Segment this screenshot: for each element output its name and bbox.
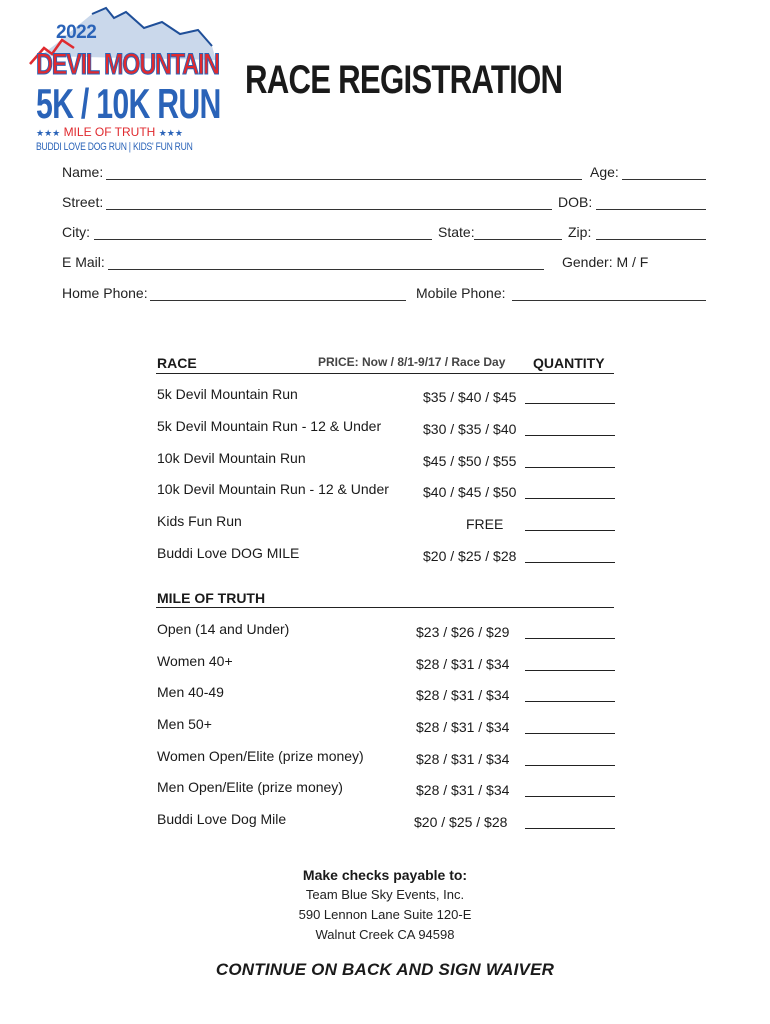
dob-label: DOB: bbox=[558, 194, 593, 210]
mile-row bbox=[157, 811, 615, 833]
race-name: Buddi Love DOG MILE bbox=[157, 545, 300, 561]
race-row bbox=[157, 450, 615, 472]
email-label: E Mail: bbox=[62, 254, 105, 270]
quantity-field[interactable] bbox=[525, 435, 615, 436]
race-price: $40 / $45 / $50 bbox=[423, 484, 517, 500]
race-price: FREE bbox=[466, 516, 504, 532]
mile-price: $28 / $31 / $34 bbox=[416, 782, 510, 798]
race-row bbox=[157, 418, 615, 440]
quantity-field[interactable] bbox=[525, 733, 615, 734]
home-phone-field[interactable] bbox=[150, 300, 406, 301]
quantity-field[interactable] bbox=[525, 796, 615, 797]
quantity-field[interactable] bbox=[525, 670, 615, 671]
dob-field[interactable] bbox=[596, 209, 706, 210]
race-name: 5k Devil Mountain Run bbox=[157, 386, 298, 402]
checks-address-line1: 590 Lennon Lane Suite 120-E bbox=[298, 907, 472, 922]
zip-label: Zip: bbox=[568, 224, 592, 240]
email-gender-row bbox=[62, 254, 706, 272]
race-name: 10k Devil Mountain Run - 12 & Under bbox=[157, 481, 389, 497]
race-row bbox=[157, 545, 615, 567]
quantity-header: QUANTITY bbox=[533, 355, 605, 371]
quantity-field[interactable] bbox=[525, 403, 615, 404]
price-header: PRICE: Now / 8/1-9/17 / Race Day bbox=[318, 355, 506, 369]
mile-row bbox=[157, 621, 615, 643]
race-name: 5k Devil Mountain Run - 12 & Under bbox=[157, 418, 382, 434]
race-row bbox=[157, 386, 615, 408]
street-dob-row bbox=[62, 194, 706, 212]
quantity-field[interactable] bbox=[525, 530, 615, 531]
quantity-field[interactable] bbox=[525, 701, 615, 702]
quantity-field[interactable] bbox=[525, 467, 615, 468]
name-field[interactable] bbox=[106, 179, 582, 180]
quantity-field[interactable] bbox=[525, 828, 615, 829]
mile-category: Buddi Love Dog Mile bbox=[157, 811, 287, 827]
race-price: $20 / $25 / $28 bbox=[423, 548, 517, 564]
mile-row bbox=[157, 748, 615, 770]
mobile-phone-label: Mobile Phone: bbox=[416, 285, 506, 301]
quantity-field[interactable] bbox=[525, 562, 615, 563]
mobile-phone-field[interactable] bbox=[512, 300, 706, 301]
race-price: $35 / $40 / $45 bbox=[423, 389, 517, 405]
mile-price: $28 / $31 / $34 bbox=[416, 656, 510, 672]
mile-row bbox=[157, 779, 615, 801]
mile-row bbox=[157, 653, 615, 675]
race-price: $30 / $35 / $40 bbox=[423, 421, 517, 437]
race-row bbox=[157, 513, 615, 535]
logo-year: 2022 bbox=[56, 22, 97, 43]
race-header-divider bbox=[156, 373, 614, 374]
mile-row bbox=[157, 684, 615, 706]
logo-mile-of-truth bbox=[36, 125, 183, 139]
phone-row bbox=[62, 285, 706, 303]
mile-price: $20 / $25 / $28 bbox=[414, 814, 508, 830]
checks-payee: Team Blue Sky Events, Inc. bbox=[305, 887, 465, 902]
zip-field[interactable] bbox=[596, 239, 706, 240]
race-header: RACE bbox=[157, 355, 197, 371]
age-label: Age: bbox=[590, 164, 619, 180]
quantity-field[interactable] bbox=[525, 498, 615, 499]
quantity-field[interactable] bbox=[525, 765, 615, 766]
mile-price: $28 / $31 / $34 bbox=[416, 719, 510, 735]
checks-heading: Make checks payable to: bbox=[302, 867, 468, 883]
mile-price: $28 / $31 / $34 bbox=[416, 687, 510, 703]
race-name: Kids Fun Run bbox=[157, 513, 242, 529]
city-label: City: bbox=[62, 224, 90, 240]
mile-price: $28 / $31 / $34 bbox=[416, 751, 510, 767]
street-label: Street: bbox=[62, 194, 104, 210]
page-title: RACE REGISTRATION bbox=[245, 58, 563, 102]
mile-category: Open (14 and Under) bbox=[157, 621, 290, 637]
name-age-row bbox=[62, 164, 706, 182]
email-field[interactable] bbox=[108, 269, 544, 270]
logo-distances: 5K / 10K RUN bbox=[36, 80, 221, 127]
mile-of-truth-header: MILE OF TRUTH bbox=[157, 590, 266, 606]
race-price: $45 / $50 / $55 bbox=[423, 453, 517, 469]
mile-header-divider bbox=[156, 607, 614, 608]
mile-category: Men 40-49 bbox=[157, 684, 224, 700]
city-field[interactable] bbox=[94, 239, 432, 240]
event-logo bbox=[22, 4, 222, 154]
gender-selector[interactable]: Gender: M / F bbox=[562, 254, 649, 270]
mile-row bbox=[157, 716, 615, 738]
race-name: 10k Devil Mountain Run bbox=[157, 450, 306, 466]
age-field[interactable] bbox=[622, 179, 706, 180]
mile-category: Men Open/Elite (prize money) bbox=[157, 779, 343, 795]
quantity-field[interactable] bbox=[525, 638, 615, 639]
mile-price: $23 / $26 / $29 bbox=[416, 624, 510, 640]
logo-subtitle: BUDDI LOVE DOG RUN | KIDS' FUN RUN bbox=[36, 141, 193, 153]
logo-event-name: DEVIL MOUNTAIN bbox=[36, 48, 219, 81]
star-icon: ★★★ bbox=[36, 128, 61, 138]
continue-notice: CONTINUE ON BACK AND SIGN WAIVER bbox=[215, 960, 555, 979]
star-icon: ★★★ bbox=[158, 128, 183, 138]
mile-category: Women Open/Elite (prize money) bbox=[157, 748, 364, 764]
street-field[interactable] bbox=[106, 209, 552, 210]
race-row bbox=[157, 481, 615, 503]
logo-mile-label: MILE OF TRUTH bbox=[63, 125, 156, 139]
mile-category: Women 40+ bbox=[157, 653, 233, 669]
state-label: State: bbox=[438, 224, 475, 240]
home-phone-label: Home Phone: bbox=[62, 285, 148, 301]
checks-address-line2: Walnut Creek CA 94598 bbox=[315, 927, 455, 942]
state-field[interactable] bbox=[474, 239, 562, 240]
name-label: Name: bbox=[62, 164, 104, 180]
mile-category: Men 50+ bbox=[157, 716, 212, 732]
city-state-zip-row bbox=[62, 224, 706, 242]
